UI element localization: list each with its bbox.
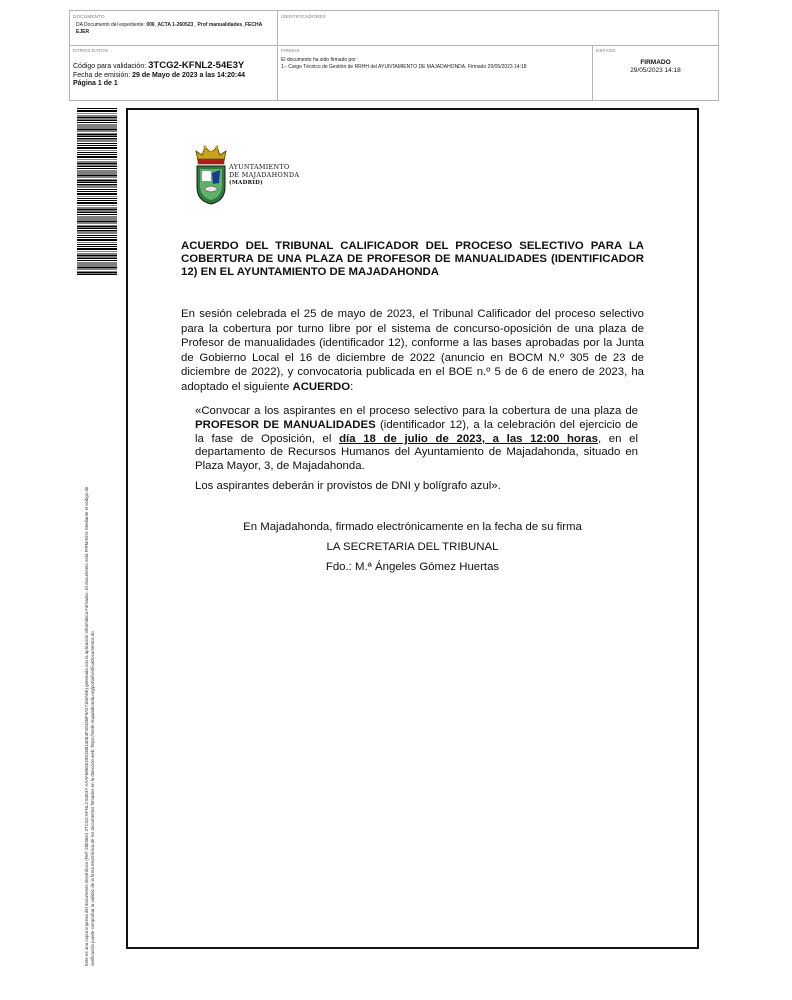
quote-part-b: (identificador 12), a la celebración del ejercicio de la fase de Oposición, el <box>195 418 638 445</box>
intro-text: En sesión celebrada el 25 de mayo de 2023, el Tribunal Calificador del proceso selectivo para la cobertura por turno libre por el sistema de concurso-oposición de una plaza de Profesor de manualidades (identificador 12), conforme a las bases aprobadas por la Junta de Gobierno Local el 16 de diciembre de 2022 (anuncio en BOCM N.º 305 de 23 de diciembre de 2022), y convocatoria publicada en el BOE n.º 5 de 6 de enero de 2023, ha adoptado el siguiente <box>181 308 644 393</box>
quoted-requirements: Los aspirantes deberán ir provistos de DNI y bolígrafo azul». <box>195 480 501 492</box>
metadata-row-top <box>70 11 718 46</box>
intro-end: : <box>350 380 354 393</box>
documento-text <box>76 22 271 36</box>
validation-line <box>73 62 245 72</box>
coat-of-arms-logo <box>194 143 228 205</box>
emission-line <box>73 72 245 81</box>
identificadores-cell <box>277 11 718 45</box>
firmas-text <box>281 57 591 71</box>
logo-line-2: DE MAJADAHONDA <box>229 170 300 179</box>
page-label: Página 1 de 1 <box>73 80 118 87</box>
side-text-line-1: Este es una copia impresa del documento electrónico (Ref: 2803661 3TCG2-KFNL2-54E3Y AAAF6852E29D2B8140E4F1E32BF9A27160A6E) generada con la aplicación informática Firmadoc. El documento está FIRMADO. Mediante el código de <box>84 486 89 966</box>
documento-caption: DOCUMENTO <box>73 14 105 19</box>
quote-bold: PROFESOR DE MANUALIDADES <box>195 418 376 431</box>
barcode <box>77 108 117 276</box>
document-metadata-box <box>69 10 719 101</box>
identificadores-caption: IDENTIFICADORES <box>281 14 326 19</box>
emission-date: 29 de Mayo de 2023 a las 14:20:44 <box>132 71 246 79</box>
firmas-line-2: 1.- Cargo Técnico de Gestión de RRHH del AYUNTAMIENTO DE MAJADAHONDA. Firmado 29/05/2023 14:18 <box>281 64 527 70</box>
documento-cell <box>70 11 277 45</box>
document-title: ACUERDO DEL TRIBUNAL CALIFICADOR DEL PROCESO SELECTIVO PARA LA COBERTURA DE UNA PLAZA DE PROFESOR DE MANUALIDADES (IDENTIFICADOR 12) EN EL AYUNTAMIENTO DE MAJADAHONDA <box>181 240 644 278</box>
estado-caption: ESTADO <box>596 48 616 53</box>
logo-line-3: (MADRID) <box>229 179 264 186</box>
quoted-agreement <box>195 405 638 474</box>
firmas-caption: FIRMAS <box>281 48 300 53</box>
side-text-line-2: verificación puede comprobar la validez de la firma electrónica de los documentos firmados en la dirección web: https://sede.majadahonda.org/portal/verificaDocumentos.do <box>90 631 95 966</box>
firmas-cell <box>277 45 592 101</box>
exam-date: día 18 de julio de 2023, a las 12:00 horas <box>339 432 598 445</box>
documento-text-prefix: DA Documento del expediente: <box>76 22 145 28</box>
validation-code: 3TCG2-KFNL2-54E3Y <box>148 60 245 71</box>
otros-datos-cell <box>70 45 277 101</box>
validation-label: Código para validación: <box>73 63 147 70</box>
estado-cell <box>592 45 718 101</box>
intro-paragraph <box>181 307 644 395</box>
side-verification-text <box>84 300 104 966</box>
signature-place: En Majadahonda, firmado electrónicamente en la fecha de su firma <box>243 521 582 533</box>
quote-part-c: , en el departamento de Recursos Humanos del Ayuntamiento de Majadahonda, situado en Plaza Mayor, 3, de Majadahonda. <box>195 432 639 473</box>
estado-date: 29/05/2023 14:18 <box>630 67 681 74</box>
metadata-row-bottom <box>70 45 718 101</box>
estado-value: FIRMADO <box>640 59 671 66</box>
firmas-line-1: El documento ha sido firmado por : <box>281 57 359 63</box>
acuerdo-word: ACUERDO <box>292 380 351 393</box>
otros-lines <box>73 62 245 89</box>
page-line <box>73 80 245 89</box>
signature-name: Fdo.: M.ª Ángeles Gómez Huertas <box>325 561 500 573</box>
otros-caption: OTROS DATOS <box>73 48 109 53</box>
logo-line-1: AYUNTAMIENTO <box>229 163 290 171</box>
quote-part-a: «Convocar a los aspirantes en el proceso selectivo para la cobertura de una plaza de <box>195 405 638 417</box>
documento-text-bold: 006_ACTA 1-260523_ Prof manualidades_FECHA EJER <box>76 22 263 35</box>
signature-role: LA SECRETARIA DEL TRIBUNAL <box>326 541 499 553</box>
emission-label: Fecha de emisión: <box>73 71 131 79</box>
logo-text <box>229 164 299 187</box>
